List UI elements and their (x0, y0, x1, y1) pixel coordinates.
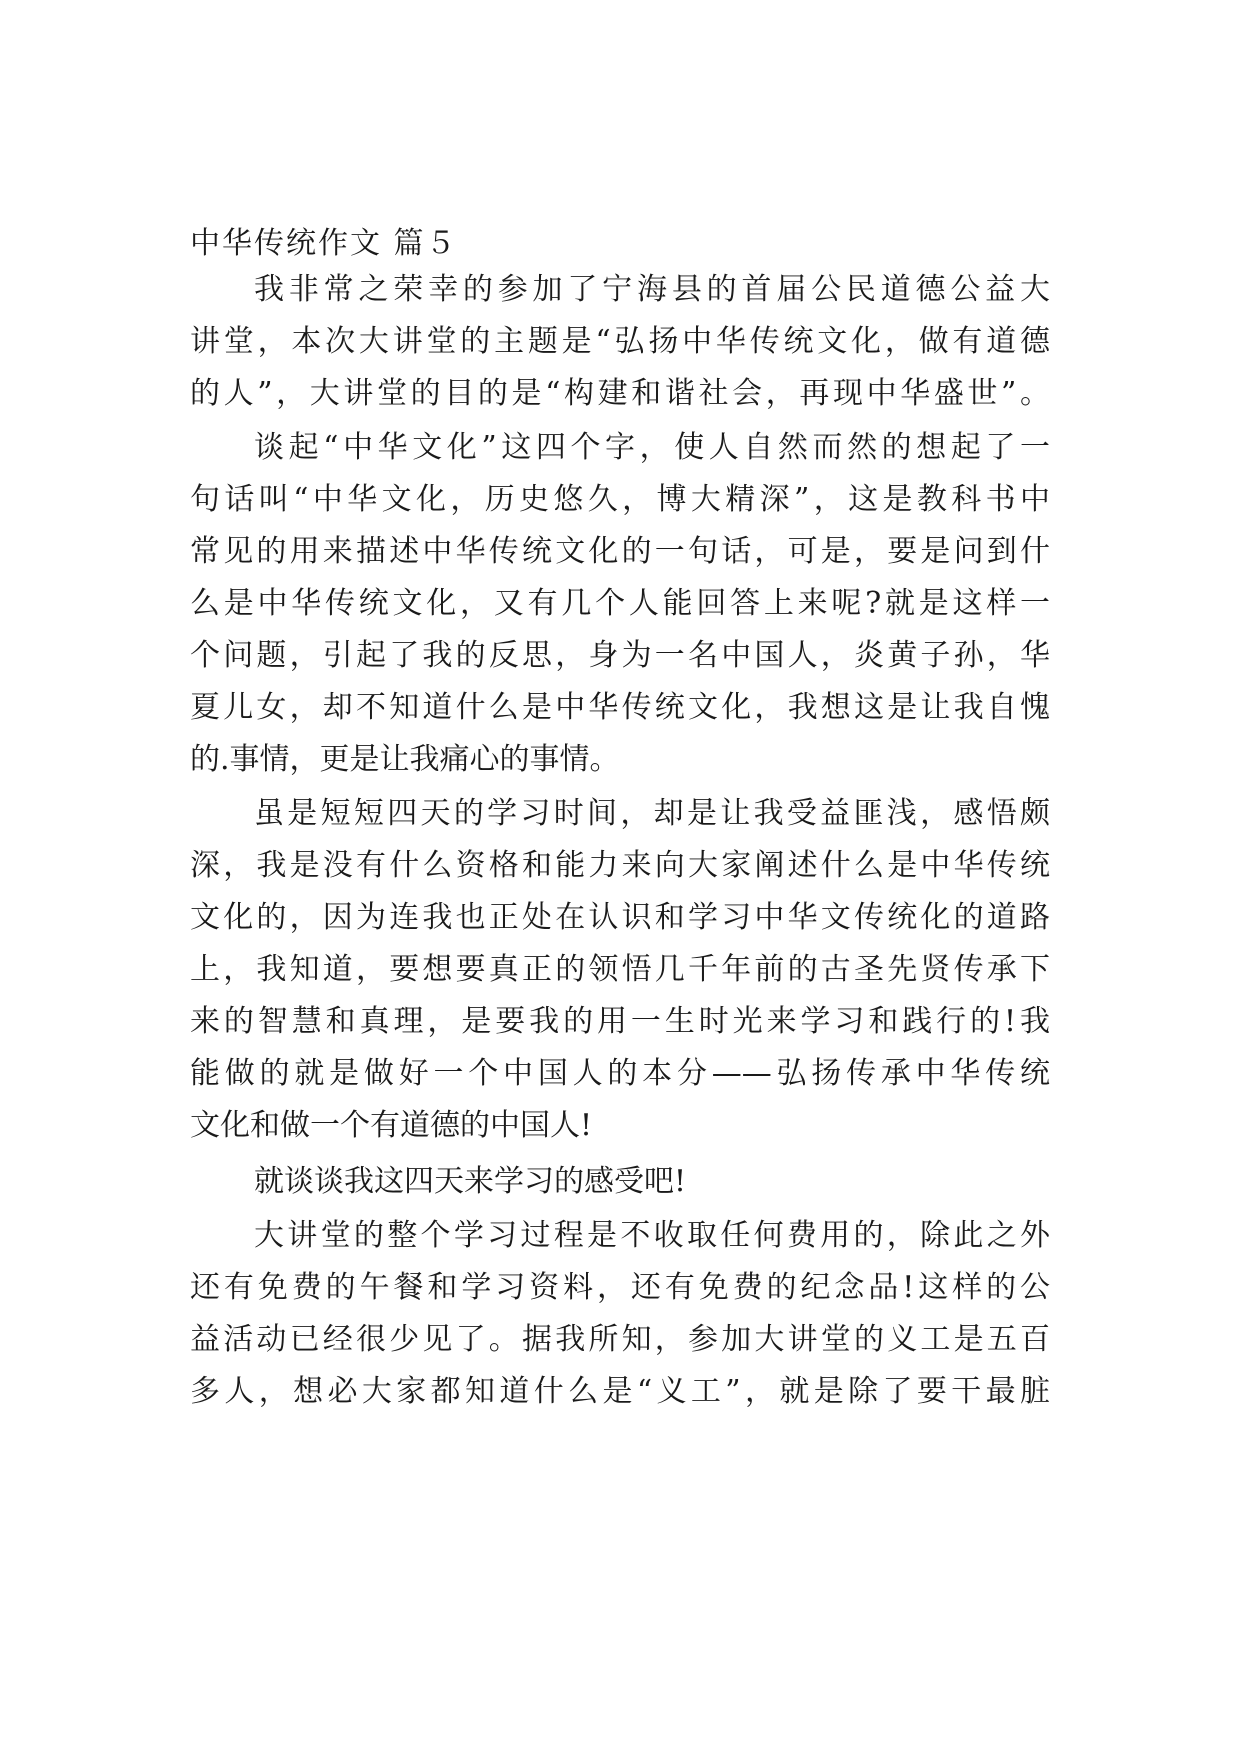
text-line: 来的智慧和真理，是要我的用一生时光来学习和践行的!我 (190, 1004, 1050, 1039)
text-line: 还有免费的午餐和学习资料，还有免费的纪念品!这样的公 (190, 1270, 1050, 1305)
text-line: 大讲堂的整个学习过程是不收取任何费用的，除此之外 (254, 1218, 1050, 1253)
text-line: 句话叫“中华文化，历史悠久，博大精深”，这是教科书中 (190, 482, 1050, 517)
text-line: 我非常之荣幸的参加了宁海县的首届公民道德公益大 (254, 272, 1050, 307)
text-line: 么是中华传统文化，又有几个人能回答上来呢?就是这样一 (190, 586, 1050, 621)
text-line: 文化的，因为连我也正处在认识和学习中华文传统化的道路 (190, 900, 1050, 935)
text-line: 的.事情，更是让我痛心的事情。 (190, 742, 620, 777)
text-line: 益活动已经很少见了。据我所知，参加大讲堂的义工是五百 (190, 1322, 1050, 1357)
document-title: 中华传统作文 篇５ (190, 226, 458, 261)
text-line: 多人，想必大家都知道什么是“义工”，就是除了要干最脏 (190, 1374, 1050, 1409)
text-line: 能做的就是做好一个中国人的本分——弘扬传承中华传统 (190, 1056, 1050, 1091)
text-line: 讲堂，本次大讲堂的主题是“弘扬中华传统文化，做有道德 (190, 324, 1050, 359)
text-line: 个问题，引起了我的反思，身为一名中国人，炎黄子孙，华 (190, 638, 1050, 673)
text-line: 的人”，大讲堂的目的是“构建和谐社会，再现中华盛世”。 (190, 376, 1050, 411)
text-line: 夏儿女，却不知道什么是中华传统文化，我想这是让我自愧 (190, 690, 1050, 725)
text-line: 常见的用来描述中华传统文化的一句话，可是，要是问到什 (190, 534, 1050, 569)
text-line: 虽是短短四天的学习时间，却是让我受益匪浅，感悟颇 (254, 796, 1050, 831)
text-line: 文化和做一个有道德的中国人! (190, 1108, 593, 1143)
text-line: 谈起“中华文化”这四个字，使人自然而然的想起了一 (254, 430, 1050, 465)
text-line: 上，我知道，要想要真正的领悟几千年前的古圣先贤传承下 (190, 952, 1050, 987)
text-line: 深，我是没有什么资格和能力来向大家阐述什么是中华传统 (190, 848, 1050, 883)
text-line: 就谈谈我这四天来学习的感受吧! (254, 1164, 687, 1199)
